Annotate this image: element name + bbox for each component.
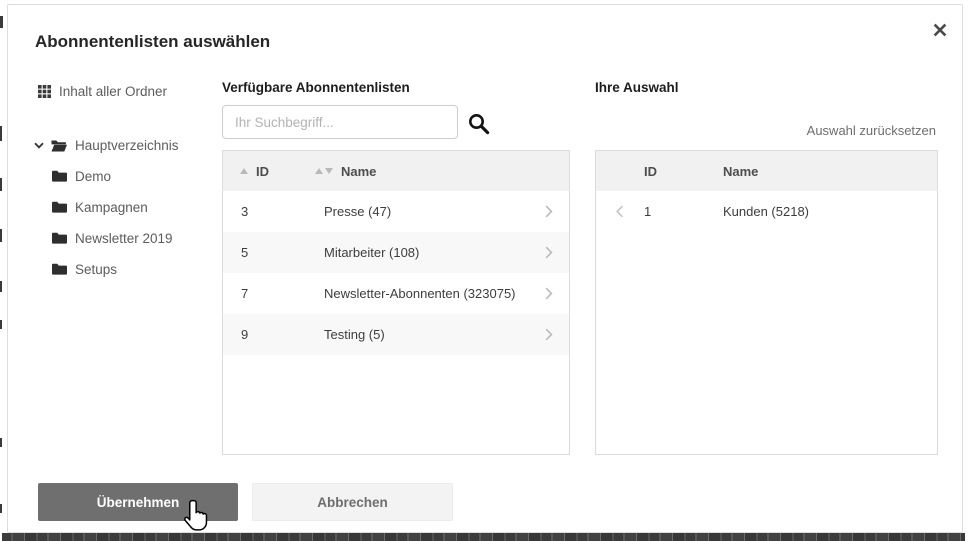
background-fragment xyxy=(0,320,2,329)
column-header-name: Name xyxy=(723,163,759,179)
chevron-left-icon[interactable] xyxy=(616,205,628,218)
chevron-right-icon[interactable] xyxy=(545,246,553,259)
chevron-down-icon[interactable] xyxy=(34,142,44,149)
cell-name: Kunden (5218) xyxy=(723,204,810,219)
apply-button[interactable]: Übernehmen xyxy=(38,483,238,521)
grid-icon xyxy=(38,85,51,98)
tree-item-child[interactable] xyxy=(52,166,111,186)
tree-item-child[interactable] xyxy=(52,259,117,279)
table-row[interactable] xyxy=(223,191,569,232)
table-row[interactable] xyxy=(223,232,569,273)
available-lists-heading: Verfügbare Abonnentenlisten xyxy=(222,80,410,95)
sidebar-item-all-folders[interactable] xyxy=(38,81,167,101)
cancel-button[interactable]: Abbrechen xyxy=(252,483,453,521)
cell-id: 9 xyxy=(241,327,249,342)
sort-ascending-icon[interactable] xyxy=(240,168,248,174)
background-fragment xyxy=(0,504,2,513)
dialog-title: Abonnentenlisten auswählen xyxy=(35,32,271,51)
background-fragment xyxy=(0,438,2,447)
background-fragment xyxy=(0,178,2,191)
background-page-strip xyxy=(2,533,965,541)
chevron-right-icon[interactable] xyxy=(545,205,553,218)
tree-item-label: Kampagnen xyxy=(75,199,148,215)
column-header-id[interactable]: ID xyxy=(256,163,269,179)
cell-id: 1 xyxy=(644,204,652,219)
chevron-right-icon[interactable] xyxy=(545,287,553,300)
cell-id: 3 xyxy=(241,204,249,219)
tree-item-child[interactable] xyxy=(52,197,148,217)
tree-item-label: Newsletter 2019 xyxy=(75,230,173,246)
cell-name: Newsletter-Abonnenten (323075) xyxy=(324,286,516,301)
cell-id: 5 xyxy=(241,245,249,260)
selection-table xyxy=(595,150,938,455)
tree-item-label: Demo xyxy=(75,168,112,184)
tree-item-label: Setups xyxy=(75,261,118,277)
reset-selection-link[interactable]: Auswahl zurücksetzen xyxy=(806,123,936,138)
chevron-right-icon[interactable] xyxy=(545,328,553,341)
table-header xyxy=(596,151,937,191)
table-row[interactable] xyxy=(223,314,569,355)
close-button[interactable] xyxy=(928,18,952,42)
column-header-name[interactable]: Name xyxy=(341,163,377,179)
background-fragment xyxy=(0,281,2,292)
folder-open-icon xyxy=(51,139,67,152)
available-lists-table xyxy=(222,150,570,455)
tree-item-child[interactable] xyxy=(52,228,173,248)
background-fragment xyxy=(0,229,2,242)
tree-item-label: Hauptverzeichnis xyxy=(75,137,179,153)
column-header-id: ID xyxy=(644,163,657,179)
close-icon xyxy=(933,23,947,37)
folder-icon xyxy=(52,201,67,213)
search-icon xyxy=(467,112,493,136)
search-button[interactable] xyxy=(467,111,493,137)
tree-item-root[interactable] xyxy=(34,135,179,155)
background-fragment xyxy=(0,16,3,28)
selection-heading: Ihre Auswahl xyxy=(595,80,679,95)
select-subscriber-lists-dialog xyxy=(7,4,963,533)
cell-name: Testing (5) xyxy=(324,327,385,342)
search-input[interactable] xyxy=(222,105,458,139)
folder-icon xyxy=(52,170,67,182)
cell-id: 7 xyxy=(241,286,249,301)
cell-name: Mitarbeiter (108) xyxy=(324,245,420,260)
folder-icon xyxy=(52,232,67,244)
sort-both-icon[interactable] xyxy=(315,168,333,174)
table-row[interactable] xyxy=(596,191,937,232)
table-header xyxy=(223,151,569,191)
cell-name: Presse (47) xyxy=(324,204,392,219)
table-row[interactable] xyxy=(223,273,569,314)
background-fragment xyxy=(0,126,2,141)
folder-icon xyxy=(52,263,67,275)
sidebar-item-label: Inhalt aller Ordner xyxy=(59,83,168,99)
